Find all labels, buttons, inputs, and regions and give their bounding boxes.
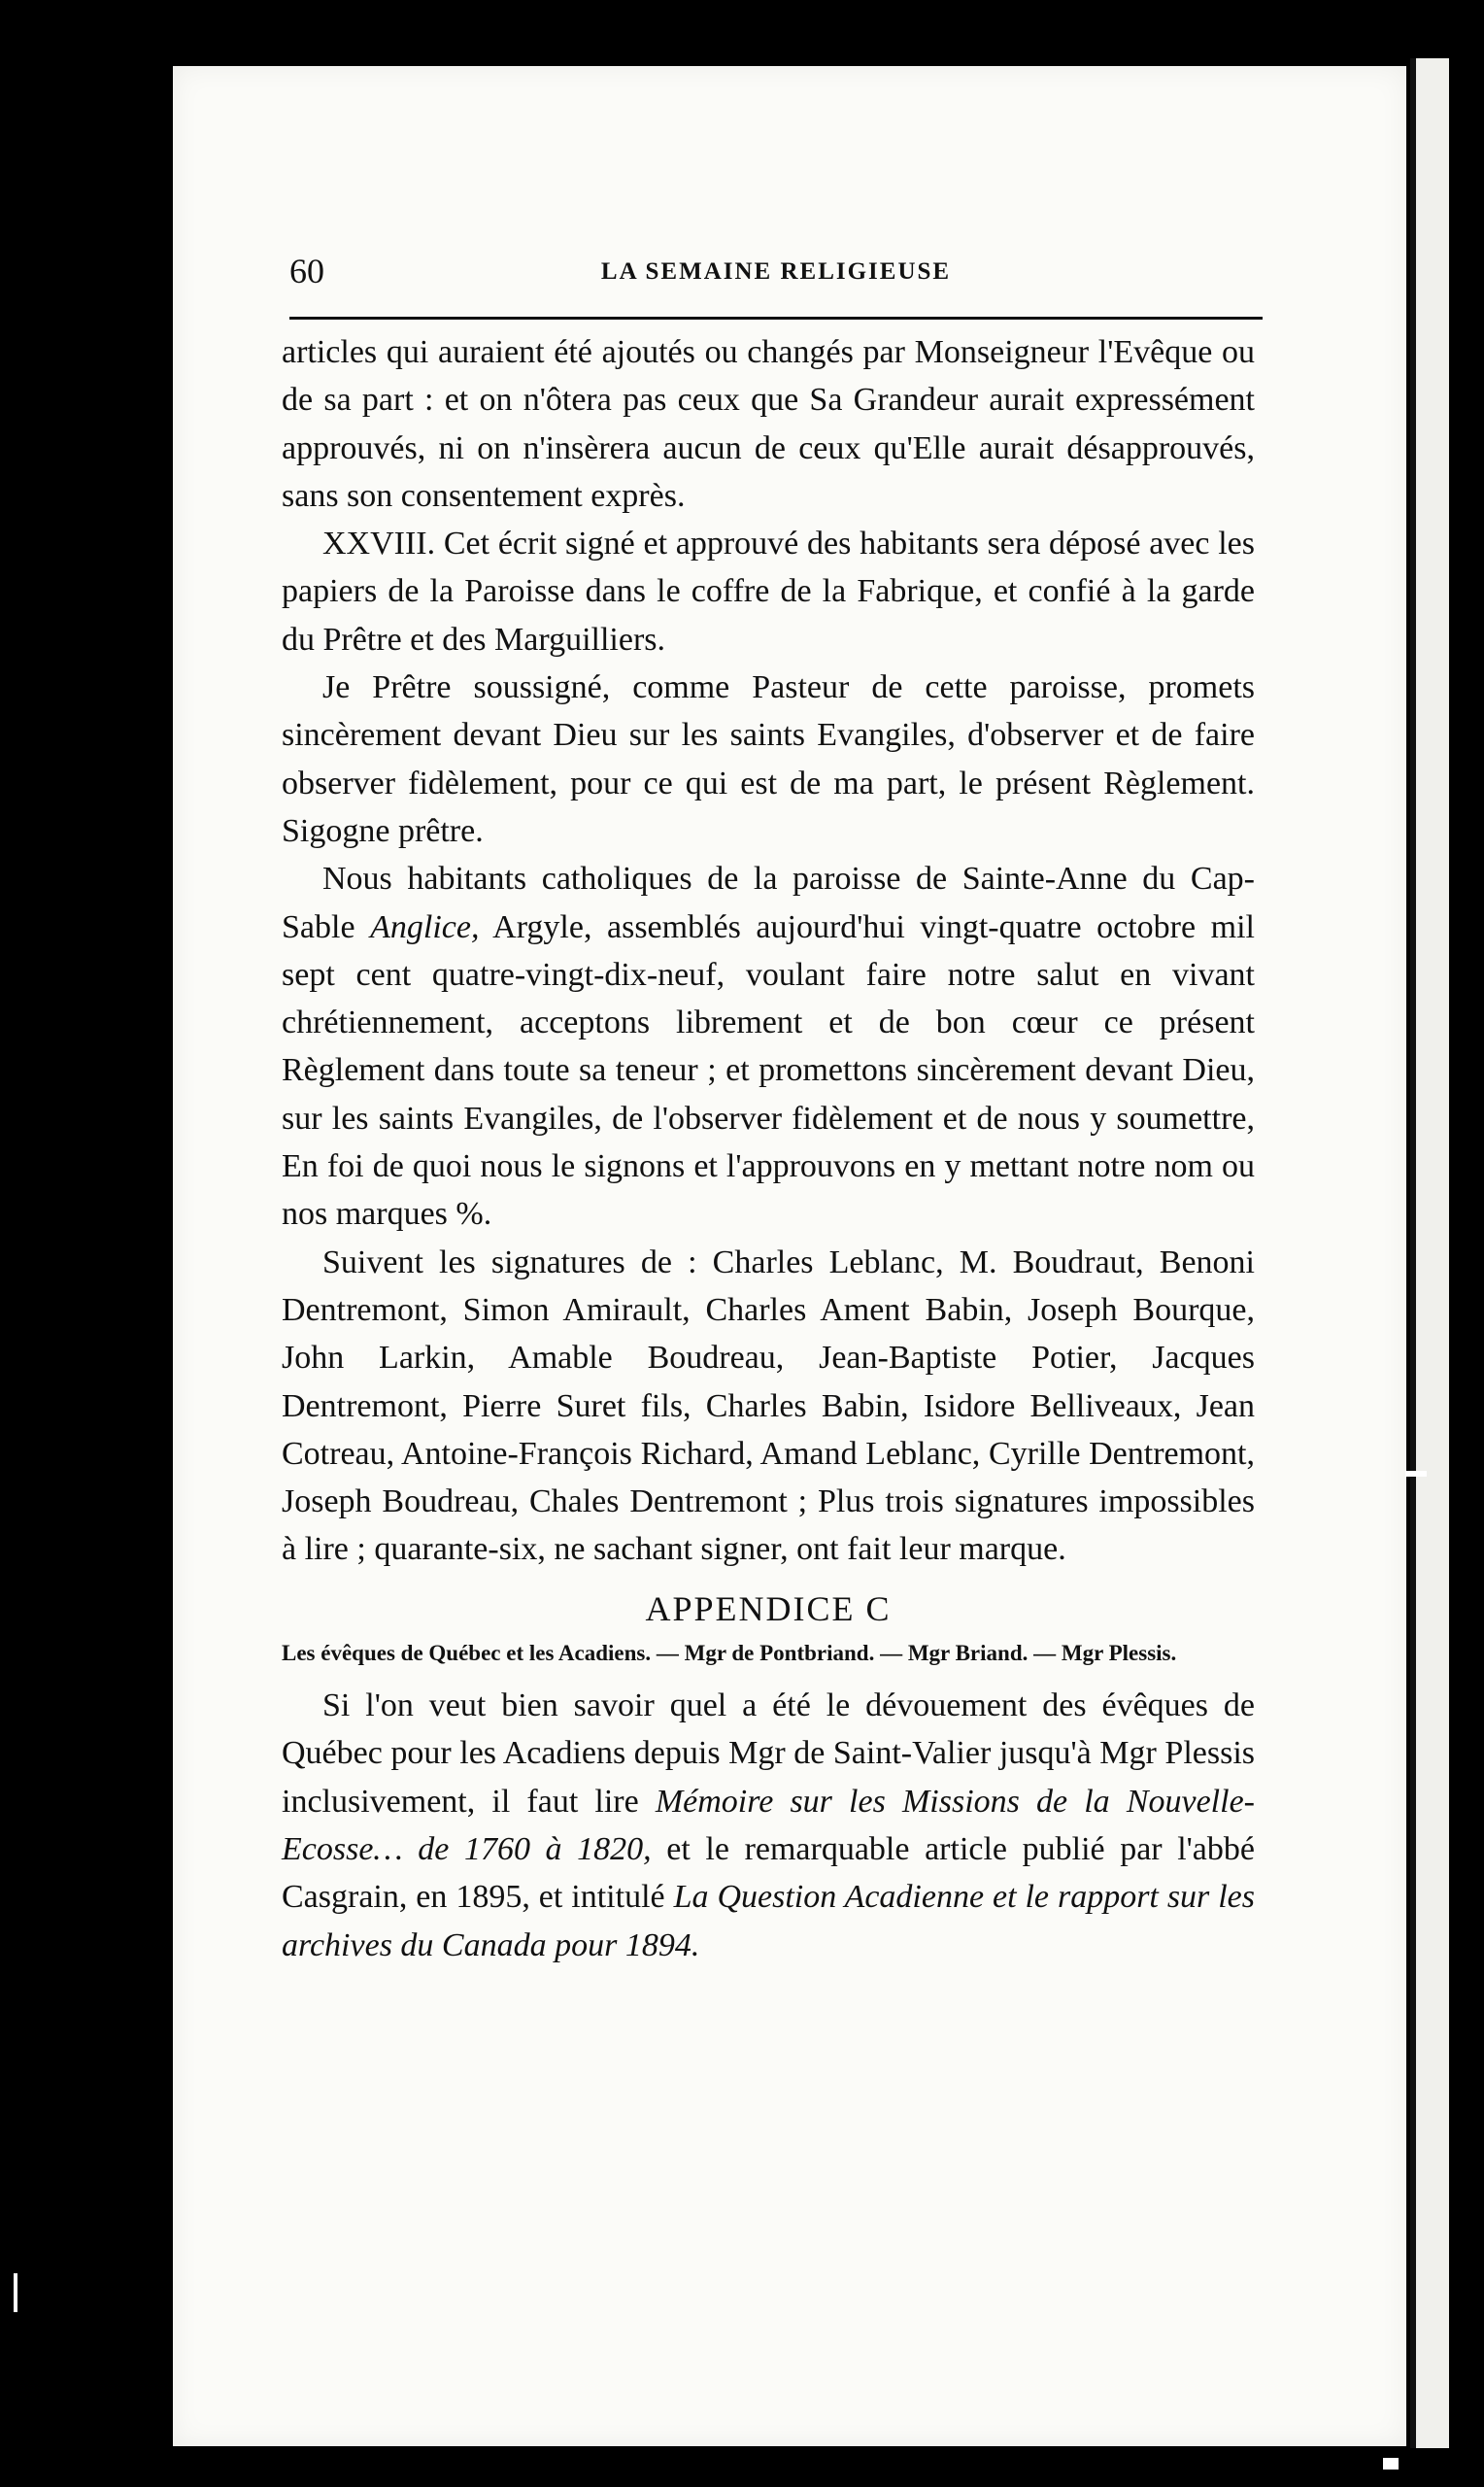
- paragraph-appendix: [282, 1682, 1255, 1969]
- appendix-italic-2: La Question Acadienne et le rapport sur les archives du Canada pour 1894.: [282, 1879, 1256, 1963]
- paragraph-habitants: [282, 855, 1255, 1238]
- appendix-italic-1: Mémoire sur les Missions de la Nouvelle-Ecosse… de 1760 à 1820,: [282, 1783, 1255, 1867]
- page-number: 60: [289, 252, 324, 290]
- appendix-text-a: Si l'on veut bien savoir quel a été le dévouement des évêques de Québec pour les Acadiens depuis Mgr de Saint-Valier jusqu'à Mgr Plessis inclusivement, il faut lire: [282, 1687, 1255, 1820]
- habitants-text-b: Argyle, assemblés aujourd'hui vingt-quatre octobre mil sept cent quatre-vingt-dix-neuf, voulant faire notre salut en vivant chrétiennement, acceptons librement et de bon cœur ce présent Règlement dans toute sa teneur ; et promettons sincèrement devant Dieu, sur les saints Evangiles, de l'observer fidèlement et de nous y soumettre, En foi de quoi nous le signons et l'approuvons en y mettant notre nom ou nos marques %.: [282, 908, 1255, 1233]
- habitants-text-a: Nous habitants catholiques de la paroisse de Sainte-Anne du Cap-Sable: [282, 861, 1255, 945]
- header-rule: [289, 317, 1263, 320]
- appendix-title: APPENDICE C: [645, 1588, 892, 1628]
- paragraph-xxviii: XXVIII. Cet écrit signé et approuvé des habitants sera déposé avec les papiers de la Paroisse dans le coffre de la Fabrique, et confié à la garde du Prêtre et des Marguilliers.: [282, 526, 1255, 658]
- appendix-summary: Les évêques de Québec et les Acadiens. — Mgr de Pontbriand. — Mgr Briand. — Mgr Plessis.: [282, 1641, 1177, 1666]
- scan-speck: [1383, 2458, 1399, 2470]
- page-edge: [1410, 58, 1449, 2448]
- paragraph-articles: articles qui auraient été ajoutés ou changés par Monseigneur l'Evêque ou de sa part : et on n'ôtera pas ceux que Sa Grandeur aurait expressément approuvés, ni on n'insèrera aucun de ceux qu'Elle aurait désapprouvés, sans son consentement exprès.: [282, 334, 1255, 514]
- page-header: [289, 251, 1263, 309]
- appendix-text-b: et le remarquable article publié par l'abbé Casgrain, en 1895, et intitulé: [282, 1830, 1255, 1916]
- running-head: LA SEMAINE RELIGIEUSE: [600, 258, 952, 285]
- scan-speck: [14, 2273, 17, 2312]
- habitants-italic: Anglice,: [370, 908, 480, 945]
- scan-speck: [1405, 1471, 1427, 1477]
- book-page: [173, 66, 1406, 2446]
- page-body: [282, 328, 1255, 1969]
- paragraph-signatures: Suivent les signatures de : Charles Leblanc, M. Boudraut, Benoni Dentremont, Simon Amirault, Charles Ament Babin, Joseph Bourque, John Larkin, Amable Boudreau, Jean-Baptiste Potier, Jacques Dentremont, Pierre Suret fils, Charles Babin, Isidore Belliveaux, Jean Cotreau, Antoine-François Richard, Amand Leblanc, Cyrille Dentremont, Joseph Boudreau, Chales Dentremont ; Plus trois signatures impossibles à lire ; quarante-six, ne sachant signer, ont fait leur marque.: [282, 1244, 1255, 1568]
- paragraph-pretre: Je Prêtre soussigné, comme Pasteur de cette paroisse, promets sincèrement devant Dieu sur les saints Evangiles, d'observer et de faire observer fidèlement, pour ce qui est de ma part, le présent Règlement. Sigogne prêtre.: [282, 669, 1255, 849]
